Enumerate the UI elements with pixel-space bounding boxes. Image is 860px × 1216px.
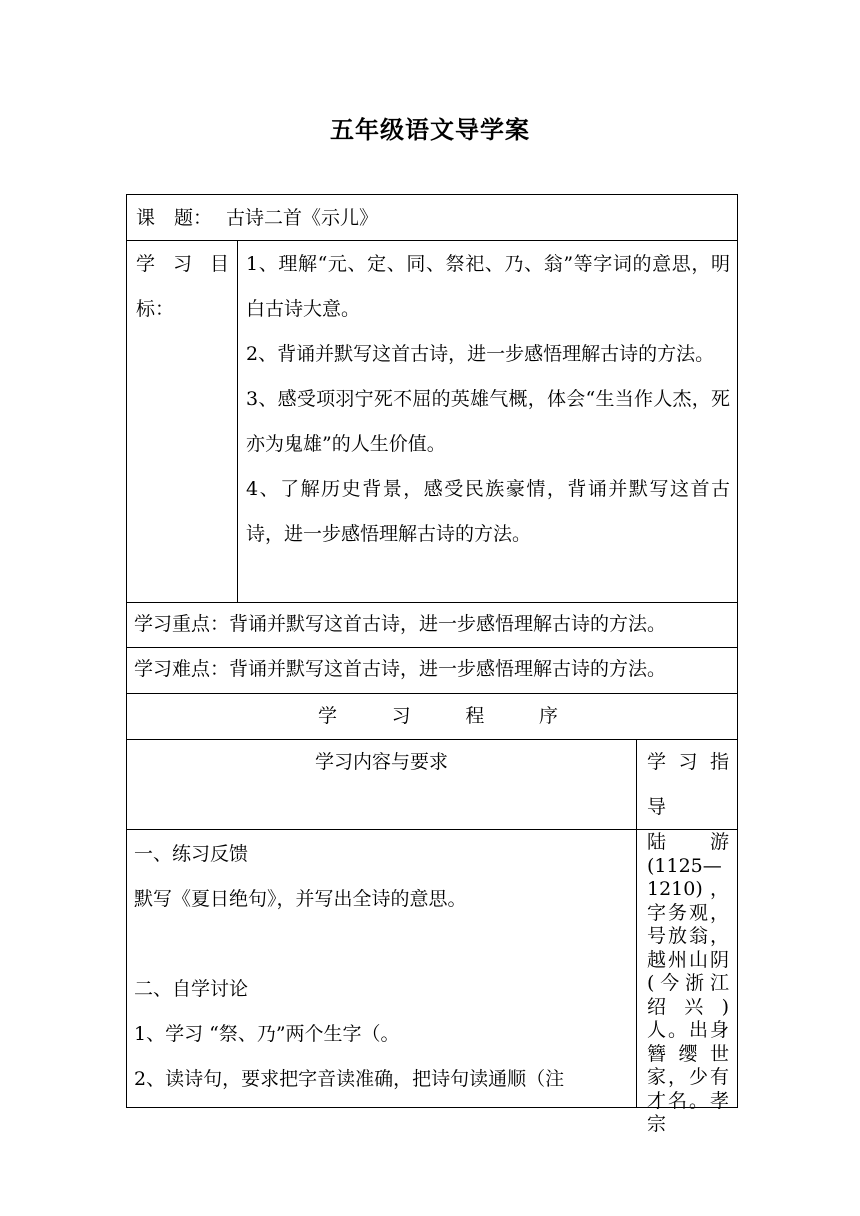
guide-note: 陆游(1125—1210)，字务观，号放翁，越州山阴(今浙江绍兴)人。出身簪缨世家，少有才名。孝宗 [647, 831, 729, 1135]
section-self-study: 二、自学讨论 [134, 978, 249, 1000]
section-practice-feedback: 一、练习反馈 [134, 843, 249, 865]
topic-label: 课 题： [136, 207, 213, 229]
procedure-header: 学 习 程 序 [318, 705, 558, 727]
table-border-right [737, 194, 738, 1108]
page-title: 五年级语文导学案 [330, 116, 530, 144]
table-rule-vertical [237, 240, 238, 602]
objective-item: 4、了解历史背景，感受民族豪情，背诵并默写这首古诗，进一步感悟理解古诗的方法。 [246, 478, 730, 545]
key-point: 学习重点：背诵并默写这首古诗，进一步感悟理解古诗的方法。 [134, 613, 667, 635]
table-border-top [126, 194, 738, 195]
objective-item: 1、理解“元、定、同、祭祀、乃、翁”等字词的意思，明白古诗大意。 [246, 253, 730, 320]
objective-item: 2、背诵并默写这首古诗，进一步感悟理解古诗的方法。 [246, 343, 715, 365]
objectives-list [246, 242, 730, 557]
content-header: 学习内容与要求 [314, 751, 448, 773]
difficulty: 学习难点：背诵并默写这首古诗，进一步感悟理解古诗的方法。 [134, 658, 667, 680]
study-item: 2、读诗句，要求把字音读准确，把诗句读通顺（注 [134, 1068, 565, 1090]
objectives-label-first-line: 学 习 目 [136, 253, 229, 275]
topic-row [136, 196, 726, 241]
table-border-left [126, 194, 127, 1108]
table-rule-vertical [636, 739, 637, 1107]
guide-header: 学 习 指 导 [647, 751, 729, 818]
study-item: 1、学习 “祭、乃”两个生字（。 [134, 1023, 400, 1045]
objectives-label: 学 习 目 标： [136, 242, 229, 332]
objective-item: 3、感受项羽宁死不屈的英雄气概，体会“生当作人杰，死亦为鬼雄”的人生价值。 [246, 388, 730, 455]
practice-task: 默写《夏日绝句》，并写出全诗的意思。 [134, 888, 467, 910]
topic-value: 古诗二首《示儿》 [226, 207, 379, 229]
